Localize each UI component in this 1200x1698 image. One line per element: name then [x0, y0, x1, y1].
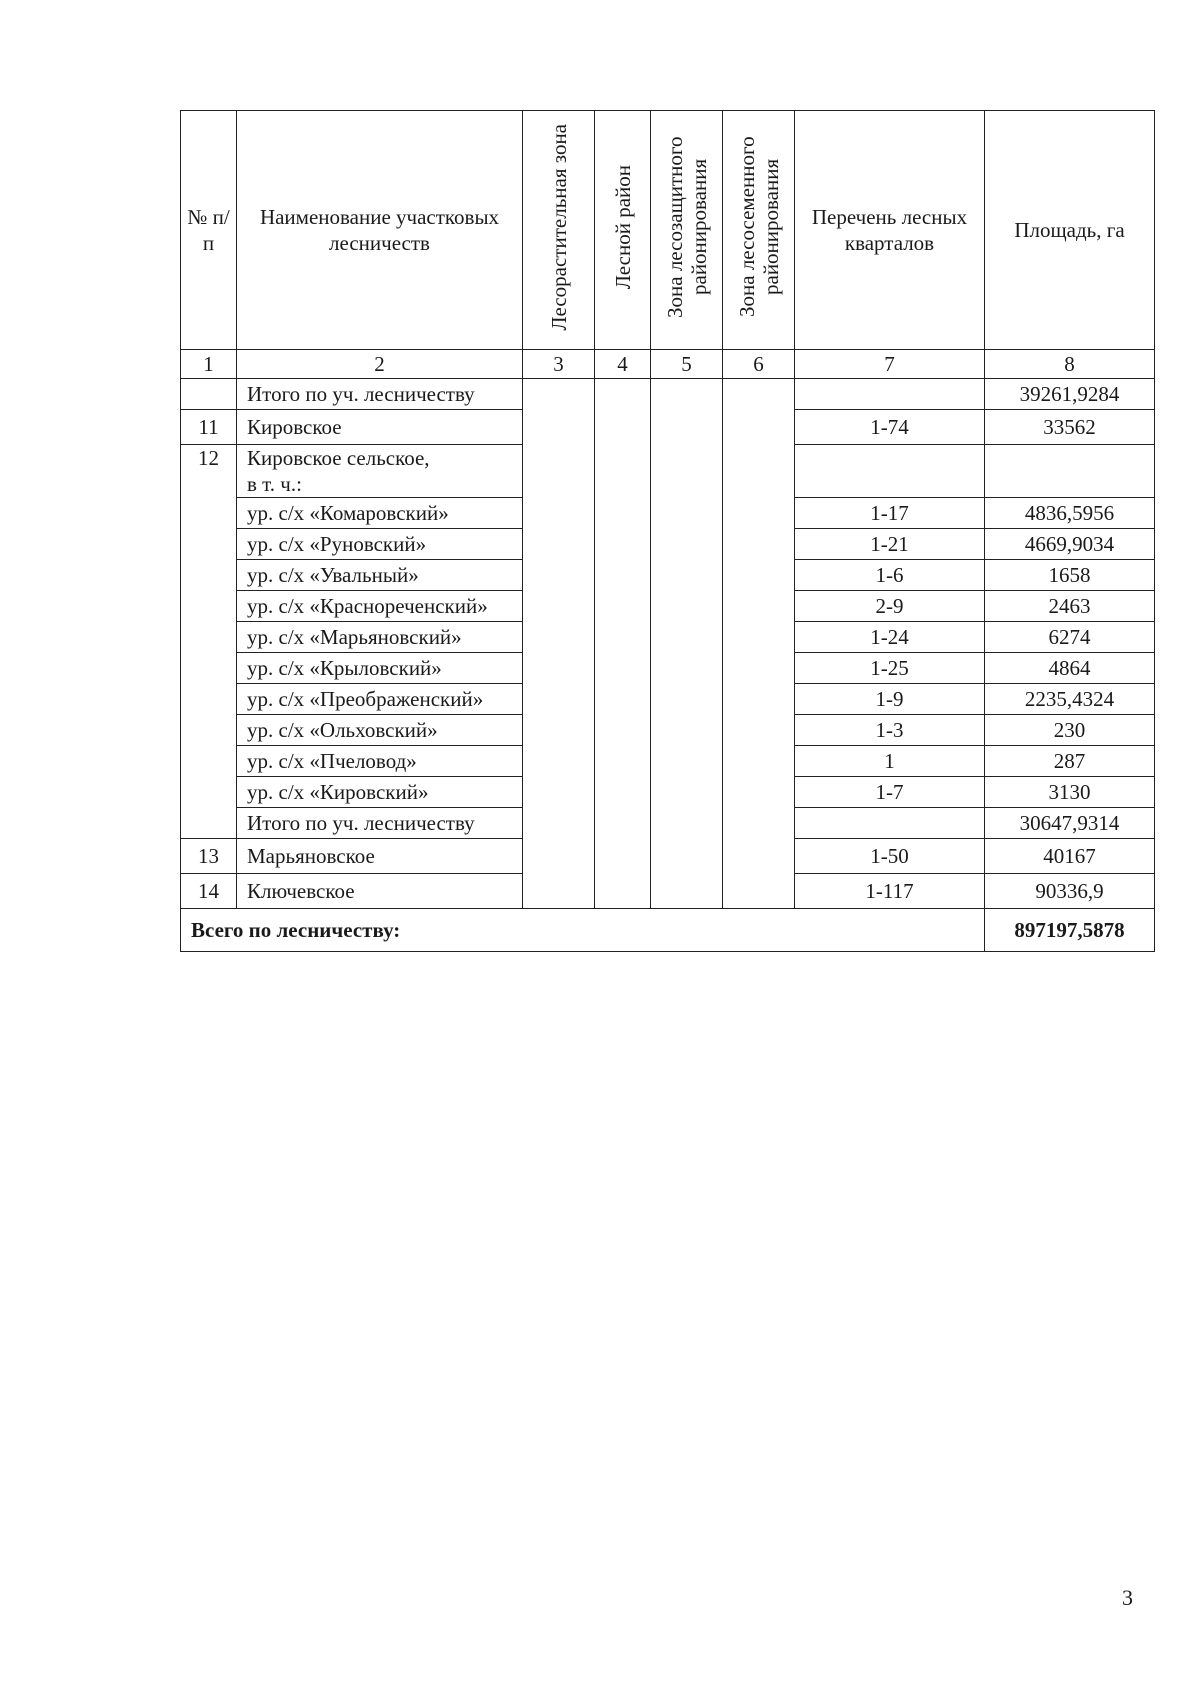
col-number: 7 [795, 350, 985, 379]
protect-zone-cell [651, 379, 723, 909]
page-number: 3 [1122, 1585, 1133, 1610]
header-seed-zone: Зона лесосеменного районирования [723, 111, 795, 350]
total-label: Всего по лесничеству: [181, 909, 985, 952]
row-quarters: 1-24 [795, 622, 985, 653]
header-region: Лесной район [595, 111, 651, 350]
row-name: ур. с/х «Комаровский» [237, 498, 523, 529]
row-quarters: 1-50 [795, 839, 985, 874]
row-name: Кировское [237, 410, 523, 445]
row-quarters: 2-9 [795, 591, 985, 622]
row-quarters: 1-3 [795, 715, 985, 746]
total-area: 897197,5878 [985, 909, 1155, 952]
row-name: Ключевское [237, 874, 523, 909]
row-num: 13 [181, 839, 237, 874]
row-area: 4836,5956 [985, 498, 1155, 529]
region-cell [595, 379, 651, 909]
row-name: ур. с/х «Преображенский» [237, 684, 523, 715]
row-name: Итого по уч. лесничеству [237, 379, 523, 410]
header-area: Площадь, га [985, 111, 1155, 350]
row-name: ур. с/х «Ольховский» [237, 715, 523, 746]
header-protect-zone: Зона лесозащитного районирования [651, 111, 723, 350]
row-name: Марьяновское [237, 839, 523, 874]
col-number: 1 [181, 350, 237, 379]
row-quarters [795, 379, 985, 410]
row-num: 12 [181, 445, 237, 839]
forestry-table [180, 110, 1155, 952]
col-number: 4 [595, 350, 651, 379]
row-name-line: в т. ч.: [247, 472, 302, 496]
row-name-line: Кировское сельское, [247, 446, 430, 470]
row-num: 11 [181, 410, 237, 445]
row-area: 33562 [985, 410, 1155, 445]
header-num: № п/п [181, 111, 237, 350]
row-name [237, 445, 523, 498]
row-name: ур. с/х «Марьяновский» [237, 622, 523, 653]
row-quarters: 1-7 [795, 777, 985, 808]
seed-zone-cell [723, 379, 795, 909]
header-quarters: Перечень лесных кварталов [795, 111, 985, 350]
row-name: ур. с/х «Кировский» [237, 777, 523, 808]
row-quarters: 1-6 [795, 560, 985, 591]
row-quarters: 1-74 [795, 410, 985, 445]
row-quarters: 1-9 [795, 684, 985, 715]
row-name: ур. с/х «Руновский» [237, 529, 523, 560]
row-quarters: 1 [795, 746, 985, 777]
row-quarters [795, 808, 985, 839]
row-area: 39261,9284 [985, 379, 1155, 410]
header-zone: Лесорастительная зона [523, 111, 595, 350]
row-quarters: 1-21 [795, 529, 985, 560]
row-quarters: 1-25 [795, 653, 985, 684]
row-area: 6274 [985, 622, 1155, 653]
table-row [181, 379, 1155, 410]
row-area: 3130 [985, 777, 1155, 808]
row-quarters: 1-117 [795, 874, 985, 909]
col-number: 8 [985, 350, 1155, 379]
row-area: 40167 [985, 839, 1155, 874]
row-area: 90336,9 [985, 874, 1155, 909]
row-quarters [795, 445, 985, 498]
row-area: 2235,4324 [985, 684, 1155, 715]
row-area [985, 445, 1155, 498]
row-num [181, 379, 237, 410]
row-name: ур. с/х «Крыловский» [237, 653, 523, 684]
row-quarters: 1-17 [795, 498, 985, 529]
zone-cell [523, 379, 595, 909]
col-number: 5 [651, 350, 723, 379]
row-area: 230 [985, 715, 1155, 746]
row-area: 4669,9034 [985, 529, 1155, 560]
row-name: Итого по уч. лесничеству [237, 808, 523, 839]
col-number: 3 [523, 350, 595, 379]
row-area: 4864 [985, 653, 1155, 684]
row-num: 14 [181, 874, 237, 909]
total-row [181, 909, 1155, 952]
row-name: ур. с/х «Краснореченский» [237, 591, 523, 622]
row-area: 2463 [985, 591, 1155, 622]
row-area: 287 [985, 746, 1155, 777]
header-row [181, 111, 1155, 350]
row-area: 30647,9314 [985, 808, 1155, 839]
column-numbers-row [181, 350, 1155, 379]
header-name: Наименование участковых лесничеств [237, 111, 523, 350]
row-name: ур. с/х «Увальный» [237, 560, 523, 591]
row-name: ур. с/х «Пчеловод» [237, 746, 523, 777]
row-area: 1658 [985, 560, 1155, 591]
col-number: 2 [237, 350, 523, 379]
col-number: 6 [723, 350, 795, 379]
